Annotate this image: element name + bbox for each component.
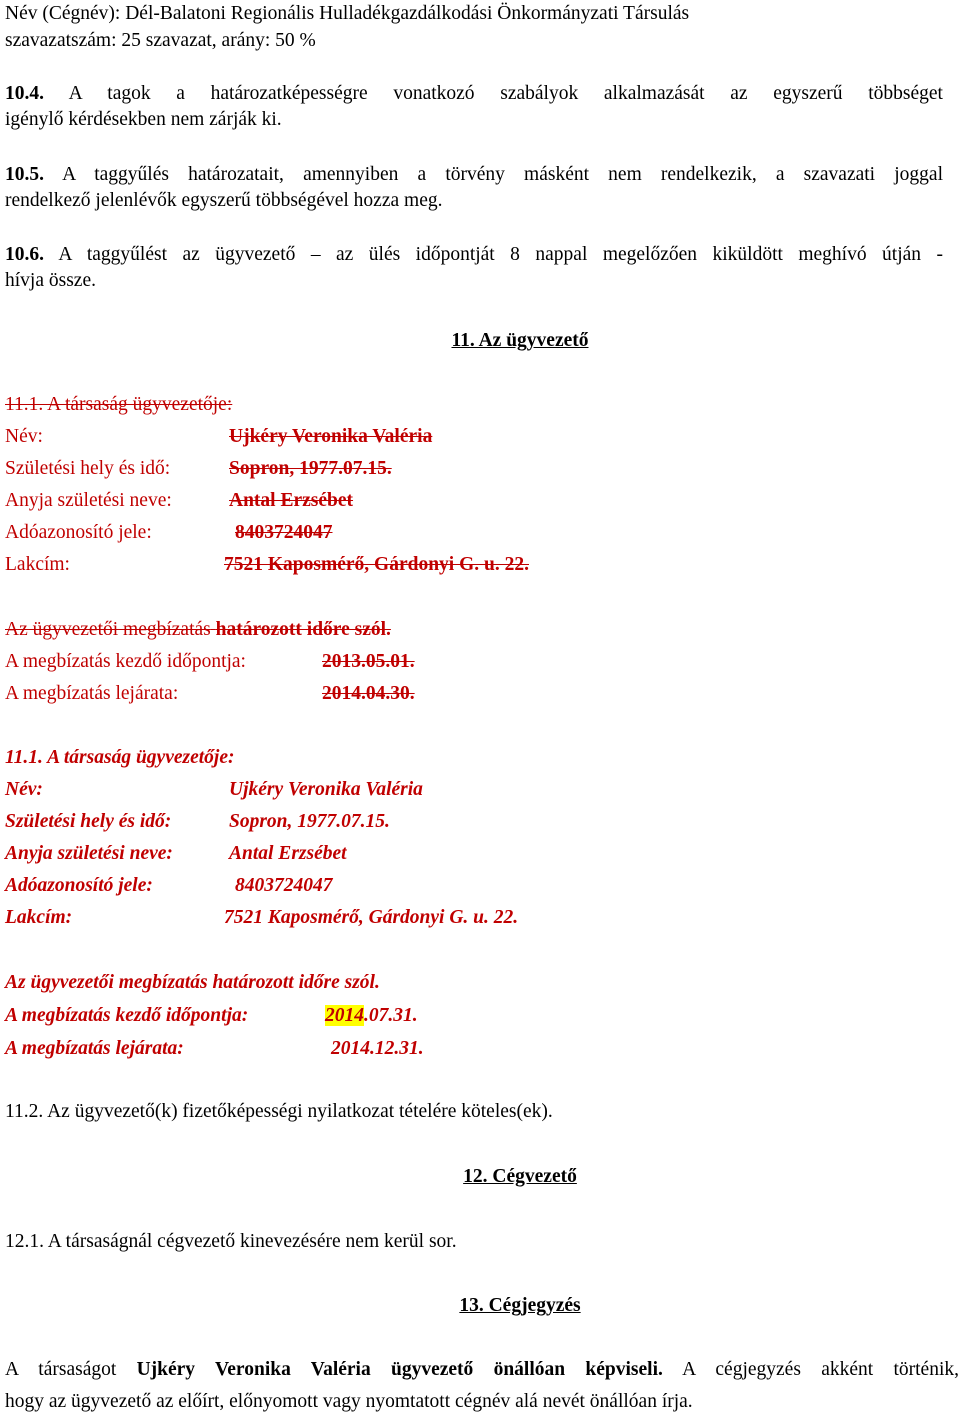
new-manager-heading: 11.1. A társaság ügyvezetője: (5, 747, 235, 768)
paragraph-text: A tagok a határozatképességre vonatkozó szabályok alkalmazását az egyszerű többséget (68, 83, 943, 104)
paragraph-12-1: 12.1. A társaságnál cégvezető kinevezésére nem kerül sor. (5, 1231, 457, 1252)
paragraph-10-5-line-2: rendelkező jelenlévők egyszerű többségével hozza meg. (5, 190, 443, 211)
old-start-row (5, 649, 415, 675)
new-start-value-rest: .07.31. (364, 1005, 418, 1026)
paragraph-13-part-a: A társaságot (5, 1359, 117, 1380)
old-address-label: Lakcím: (5, 554, 70, 575)
old-mandate-a: Az ügyvezetői megbízatás (5, 619, 211, 640)
old-birth-label: Születési hely és idő: (5, 458, 171, 479)
old-mother-label: Anyja születési neve: (5, 490, 172, 511)
paragraph-10-6-line-2: hívja össze. (5, 270, 96, 291)
new-address-row (5, 905, 518, 931)
new-mother-value: Antal Erzsébet (229, 843, 347, 864)
paragraph-13-part-c: A cégjegyzés akként történik, (682, 1359, 959, 1380)
new-birth-value: Sopron, 1977.07.15. (229, 811, 390, 832)
old-start-value: 2013.05.01. (322, 651, 415, 672)
new-start-label: A megbízatás kezdő időpontja: (5, 1005, 249, 1026)
old-mandate-row (5, 617, 391, 643)
paragraph-number: 10.5. (5, 164, 44, 185)
new-end-value: 2014.12.31. (331, 1038, 424, 1059)
new-mother-row (5, 841, 347, 867)
paragraph-10-5-line-1 (5, 162, 943, 188)
header-line-2: szavazatszám: 25 szavazat, arány: 50 % (5, 30, 316, 51)
old-birth-value: Sopron, 1977.07.15. (229, 458, 392, 479)
old-tax-row (5, 520, 333, 546)
new-address-label: Lakcím: (5, 907, 73, 928)
new-tax-row (5, 873, 333, 899)
old-mother-value: Antal Erzsébet (229, 490, 354, 511)
new-start-value-highlight: 2014 (325, 1005, 364, 1026)
paragraph-number: 10.4. (5, 83, 44, 104)
old-tax-value: 8403724047 (235, 522, 333, 543)
old-start-label: A megbízatás kezdő időpontja: (5, 651, 246, 672)
section-13-heading: 13. Cégjegyzés (459, 1295, 581, 1316)
old-name-label: Név: (5, 426, 43, 447)
paragraph-text: A taggyűlés határozatait, amennyiben a törvény másként nem rendelkezik, a szavazati joggal (62, 164, 943, 185)
new-end-label: A megbízatás lejárata: (5, 1038, 184, 1059)
old-address-value: 7521 Kaposmérő, Gárdonyi G. u. 22. (224, 554, 529, 575)
header-line-1: Név (Cégnév): Dél-Balatoni Regionális Hulladékgazdálkodási Önkormányzati Társulás (5, 3, 690, 24)
new-start-row (5, 1003, 418, 1029)
new-name-value: Ujkéry Veronika Valéria (229, 779, 423, 800)
new-address-value: 7521 Kaposmérő, Gárdonyi G. u. 22. (224, 907, 519, 928)
old-mandate-b: határozott időre szól. (215, 619, 391, 640)
paragraph-13-line-2: hogy az ügyvezető az előírt, előnyomott vagy nyomtatott cégnév alá nevét önállóan írja. (5, 1391, 693, 1412)
old-manager-heading: 11.1. A társaság ügyvezetője: (5, 394, 233, 415)
paragraph-number: 10.6. (5, 244, 44, 265)
paragraph-10-4-line-2: igénylő kérdésekben nem zárják ki. (5, 109, 282, 130)
old-tax-label: Adóazonosító jele: (5, 522, 152, 543)
old-name-value: Ujkéry Veronika Valéria (229, 426, 433, 447)
new-mandate-row: Az ügyvezetői megbízatás határozott időre szól. (5, 972, 380, 993)
old-name-row (5, 424, 432, 450)
new-birth-label: Születési hely és idő: (5, 811, 172, 832)
paragraph-13-part-b: Ujkéry Veronika Valéria ügyvezető önállóan képviseli. (136, 1359, 663, 1380)
old-end-label: A megbízatás lejárata: (5, 683, 179, 704)
paragraph-13-line-1 (5, 1357, 959, 1383)
old-end-value: 2014.04.30. (322, 683, 415, 704)
old-end-row (5, 681, 415, 707)
old-birth-row (5, 456, 392, 482)
new-mother-label: Anyja születési neve: (5, 843, 173, 864)
old-mother-row (5, 488, 353, 514)
old-address-row (5, 552, 529, 578)
new-tax-label: Adóazonosító jele: (5, 875, 153, 896)
new-name-row (5, 777, 423, 803)
new-tax-value: 8403724047 (235, 875, 333, 896)
new-end-row (5, 1036, 424, 1062)
paragraph-text: A taggyűlést az ügyvezető – az ülés időpontját 8 nappal megelőzően kiküldött meghívó útján - (58, 244, 943, 265)
section-12-heading: 12. Cégvezető (463, 1166, 577, 1187)
paragraph-10-4-line-1 (5, 81, 943, 107)
new-birth-row (5, 809, 390, 835)
section-11-heading: 11. Az ügyvezető (451, 330, 589, 351)
paragraph-10-6-line-1 (5, 242, 943, 268)
paragraph-11-2: 11.2. Az ügyvezető(k) fizetőképességi nyilatkozat tételére köteles(ek). (5, 1101, 553, 1122)
new-name-label: Név: (5, 779, 43, 800)
